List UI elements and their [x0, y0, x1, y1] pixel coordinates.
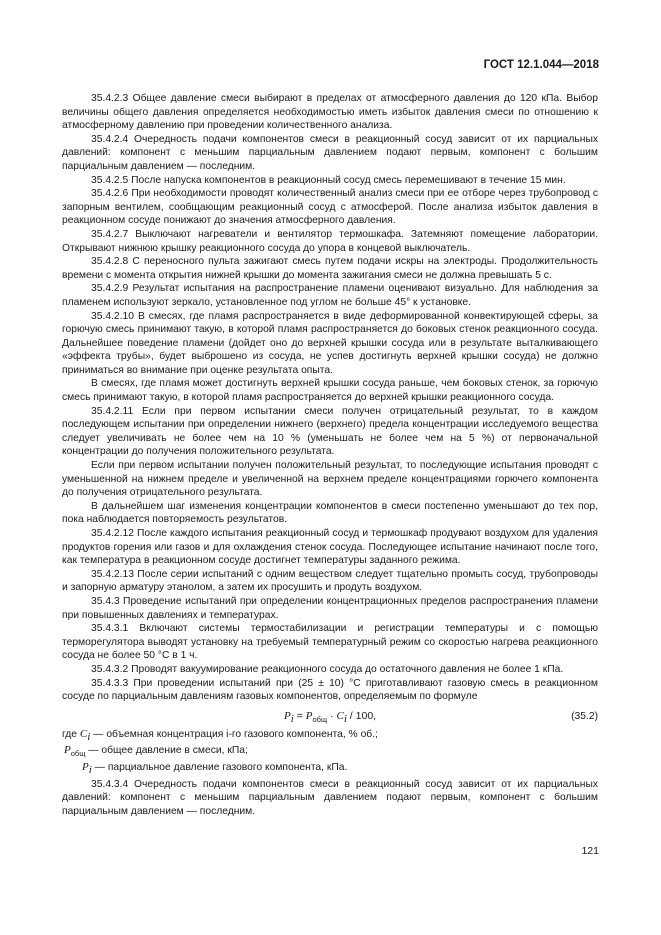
paragraph-35-4-2-12: 35.4.2.12 После каждого испытания реакционный сосуд и термошкаф продувают воздухом для удаления продуктов горения или газов и для охлаждения стенок сосуда. Последующее испытание начинают после того, как температура в реакционном сосуде достигнет температуры заданного режима. — [62, 528, 598, 567]
definition-pi: $P_i$ — парциальное давление газового компонента, кПа. — [82, 761, 348, 777]
paragraph-35-4-2-9: 35.4.2.9 Результат испытания на распространение пламени оценивают визуально. Для наблюдения за пламенем используют зеркало, установленное под углом не больше 45° к установке. — [62, 283, 598, 308]
paragraph-35-4-2-7: 35.4.2.7 Выключают нагреватели и вентилятор термошкафа. Затемняют помещение лаборатории. Открывают нижнюю крышку реакционного сосуда до упора в концевой выключатель. — [62, 228, 598, 254]
paragraph-35-4-2-6: 35.4.2.6 При необходимости проводят количественный анализ смеси при ее отборе через трубопровод с запорным вентилем, сообщающим реакционный сосуд с атмосферой. После анализа избыток давления в реакционном сосуде понижают до значения атмосферного давления. — [62, 188, 598, 227]
document-body — [62, 92, 598, 818]
paragraph-35-4-2-10: 35.4.2.10 В смесях, где пламя распространяется в виде деформированной конвектирующей сферы, за горючую смесь принимают такую, в которой пламя распространяется до боковых стенок реакционного сосуда. Дальнейшее поведение пламени (дойдет оно до верхней крышки сосуда или в результате выталкивающего «эффекта трубы», будет выброшено из сосуда, не успев достигнуть верхней крышки сосуда) не должно приниматься во внимание при оценке результата опыта. — [62, 310, 598, 376]
definition-p-total: $P_{общ}$ — общее давление в смеси, кПа; — [64, 744, 248, 759]
paragraph-35-4-2-5: 35.4.2.5 После напуска компонентов в реакционный сосуд смесь перемешивают в течение 15 мин. — [91, 174, 566, 186]
paragraph-35-4-3-1: 35.4.3.1 Включают системы термостабилизации и регистрации температуры и с помощью терморегулятора выводят установку на требуемый температурный режим со скоростью нагрева реакционного сосуда не более 50 °С в 1 ч. — [62, 623, 598, 662]
paragraph-35-4-3-4: 35.4.3.4 Очередность подачи компонентов смеси в реакционный сосуд зависит от их парциальных давлений: компонент с меньшим парциальным давлением подают первым, компонент с большим парциальным давлением — последним. — [62, 778, 598, 817]
paragraph-35-4-3-3: 35.4.3.3 При проведении испытаний при (25 ± 10) °С приготавливают газовую смесь в реакционном сосуде по парциальным давлениям газовых компонентов, определяемым по формуле — [62, 677, 598, 703]
paragraph-35-4-2-10-cont: В смесях, где пламя может достигнуть верхней крышки сосуда раньше, чем боковых стенок, за горючую смесь принимают такую, в которой пламя распространяется до верхней крышки реакционного сосуда. — [62, 378, 598, 404]
paragraph-35-4-3-2: 35.4.3.2 Проводят вакуумирование реакционного сосуда до остаточного давления не более 1 кПа. — [91, 663, 564, 675]
document-header: ГОСТ 12.1.044—2018 — [483, 59, 599, 71]
paragraph-35-4-3: 35.4.3 Проведение испытаний при определении концентрационных пределов распространения пламени при повышенных давлениях и температурах. — [62, 595, 598, 621]
paragraph-35-4-2-11: 35.4.2.11 Если при первом испытании смеси получен отрицательный результат, то в каждом последующем испытании при определении нижнего (верхнего) предела концентрации исследуемого вещества следует увеличивать не более чем на 10 % (уменьшать не более чем на 5 %) от первоначальной концентрации до получения положительного результата. — [62, 405, 598, 458]
page-number: 121 — [581, 845, 599, 857]
paragraph-35-4-2-11-cont: Если при первом испытании получен положительный результат, то последующие испытания проводят с уменьшенной на нижнем пределе и увеличенной на верхнем пределе концентрациями горючего компонента до получения отрицательного результата. — [62, 460, 598, 499]
paragraph-35-4-2-4: 35.4.2.4 Очередность подачи компонентов смеси в реакционный сосуд зависит от их парциальных давлений: компонент с меньшим парциальным давлением подают первым, компонент с большим парциальным давлением — последним. — [62, 133, 598, 172]
formula-35-2 — [62, 706, 598, 728]
definition-ci: где $C_i$ — объемная концентрация i-го газового компонента, % об.; — [62, 727, 378, 743]
formula-number: (35.2) — [571, 710, 598, 722]
paragraph-35-4-2-8: 35.4.2.8 С переносного пульта зажигают смесь путем подачи искры на электроды. Продолжительность времени с момента открытия нижней крышки до момента зажигания смеси не должна превышать 5 с. — [62, 256, 598, 281]
paragraph-35-4-2-3: 35.4.2.3 Общее давление смеси выбирают в пределах от атмосферного давления до 120 кПа. Выбор величины общего давления определяется необходимостью иметь избыток давления смеси по отношению к атмосферному давлению при проведении количественного анализа. — [62, 93, 598, 132]
formula-expression: $P_i = P_{общ} \cdot C_i / 100$, — [284, 709, 377, 725]
paragraph-35-4-2-13: 35.4.2.13 После серии испытаний с одним веществом следует тщательно промыть сосуд, трубопроводы и запорную арматуру этанолом, а затем их просушить и продуть воздухом. — [62, 568, 598, 594]
paragraph-35-4-2-11-cont2: В дальнейшем шаг изменения концентрации компонентов в смеси постепенно уменьшают до тех пор, пока наблюдается повторяемость результатов. — [62, 500, 598, 526]
